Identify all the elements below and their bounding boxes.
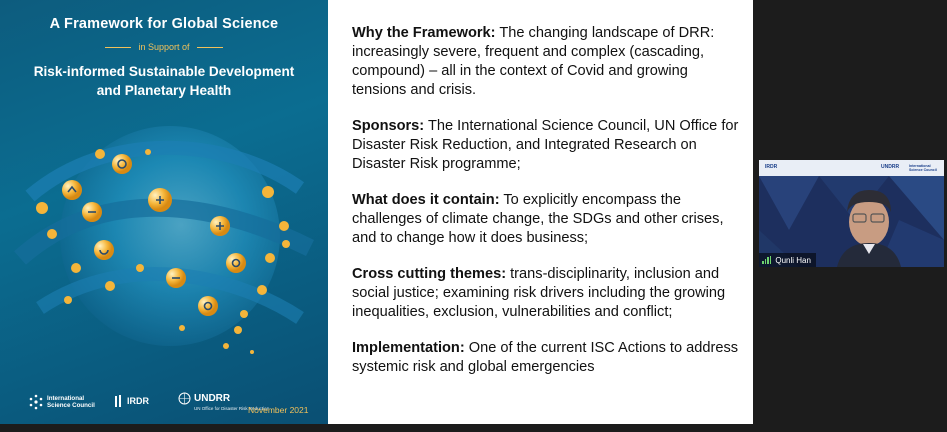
undrr-logo-small-text: UN Office for Disaster Risk Reduction [194, 406, 270, 411]
isc-logo [28, 394, 103, 410]
un-emblem-icon [178, 392, 191, 405]
isc-logo-text: International Science Council [47, 395, 95, 409]
para-body: The changing landscape of DRR: increasingly severe, frequent and complex (cascading, compound) – all in the context of Covid and growing tensions and crisis. [352, 25, 715, 98]
cover-footer [0, 388, 328, 420]
sdg-icon [112, 154, 132, 174]
report-cover-image [0, 0, 328, 424]
cover-subtitle-line2: and Planetary Health [96, 83, 232, 98]
cover-subtitle [0, 62, 328, 100]
audio-level-icon [762, 256, 771, 264]
irdr-logo-icon [114, 394, 124, 408]
sdg-icon [198, 296, 218, 316]
video-banner [759, 160, 944, 176]
para-body: One of the current ISC Actions to address systemic risk and global emergencies [352, 340, 739, 375]
irdr-logo [114, 394, 149, 408]
participant-video-tile[interactable] [759, 160, 944, 267]
cover-in-support-of [0, 42, 328, 52]
para-heading: What does it contain: [352, 192, 500, 208]
para-body: trans-disciplinarity, inclusion and social justice; examining risk drivers including the growing inequalities, exclusion, vulnerabilities and conflict; [352, 266, 726, 320]
cover-subtitle-line1: Risk-informed Sustainable Development [33, 64, 295, 79]
cover-globe-illustration [0, 118, 328, 388]
para-heading: Why the Framework: [352, 25, 496, 41]
irdr-logo-text: IRDR [127, 396, 149, 406]
cover-date: November 2021 [248, 405, 309, 415]
isc-logo-icon [28, 394, 44, 410]
banner-logo-right: International Science Council [909, 164, 937, 172]
para-heading: Sponsors: [352, 118, 425, 134]
para-heading: Implementation: [352, 340, 465, 356]
para-heading: Cross cutting themes: [352, 266, 507, 282]
divider-line [197, 47, 223, 48]
para-cross-cutting [352, 265, 742, 322]
divider-line [105, 47, 131, 48]
para-body: To explicitly encompass the challenges of climate change, the SDGs and other crises, and to change how it does business; [352, 192, 724, 246]
para-implementation [352, 339, 742, 377]
sdg-icon [226, 253, 246, 273]
banner-logo-mid: UNDRR [881, 164, 900, 170]
cover-title: A Framework for Global Science [49, 16, 279, 32]
banner-logo-left: IRDR [765, 164, 778, 170]
para-what-contain [352, 191, 742, 248]
in-support-of-text: in Support of [138, 42, 190, 52]
para-why-framework [352, 24, 742, 100]
undrr-logo-text: UNDRR [194, 393, 231, 404]
slide-text-body [352, 24, 742, 394]
para-sponsors [352, 117, 742, 174]
participant-name-label [759, 253, 816, 267]
sdg-icon [62, 180, 82, 200]
para-body: The International Science Council, UN Office for Disaster Risk Reduction, and Integrated Research on Disaster Risk programme; [352, 118, 739, 172]
video-background [759, 160, 944, 267]
sdg-icon [94, 240, 114, 260]
participant-name: Qunli Han [775, 255, 811, 265]
